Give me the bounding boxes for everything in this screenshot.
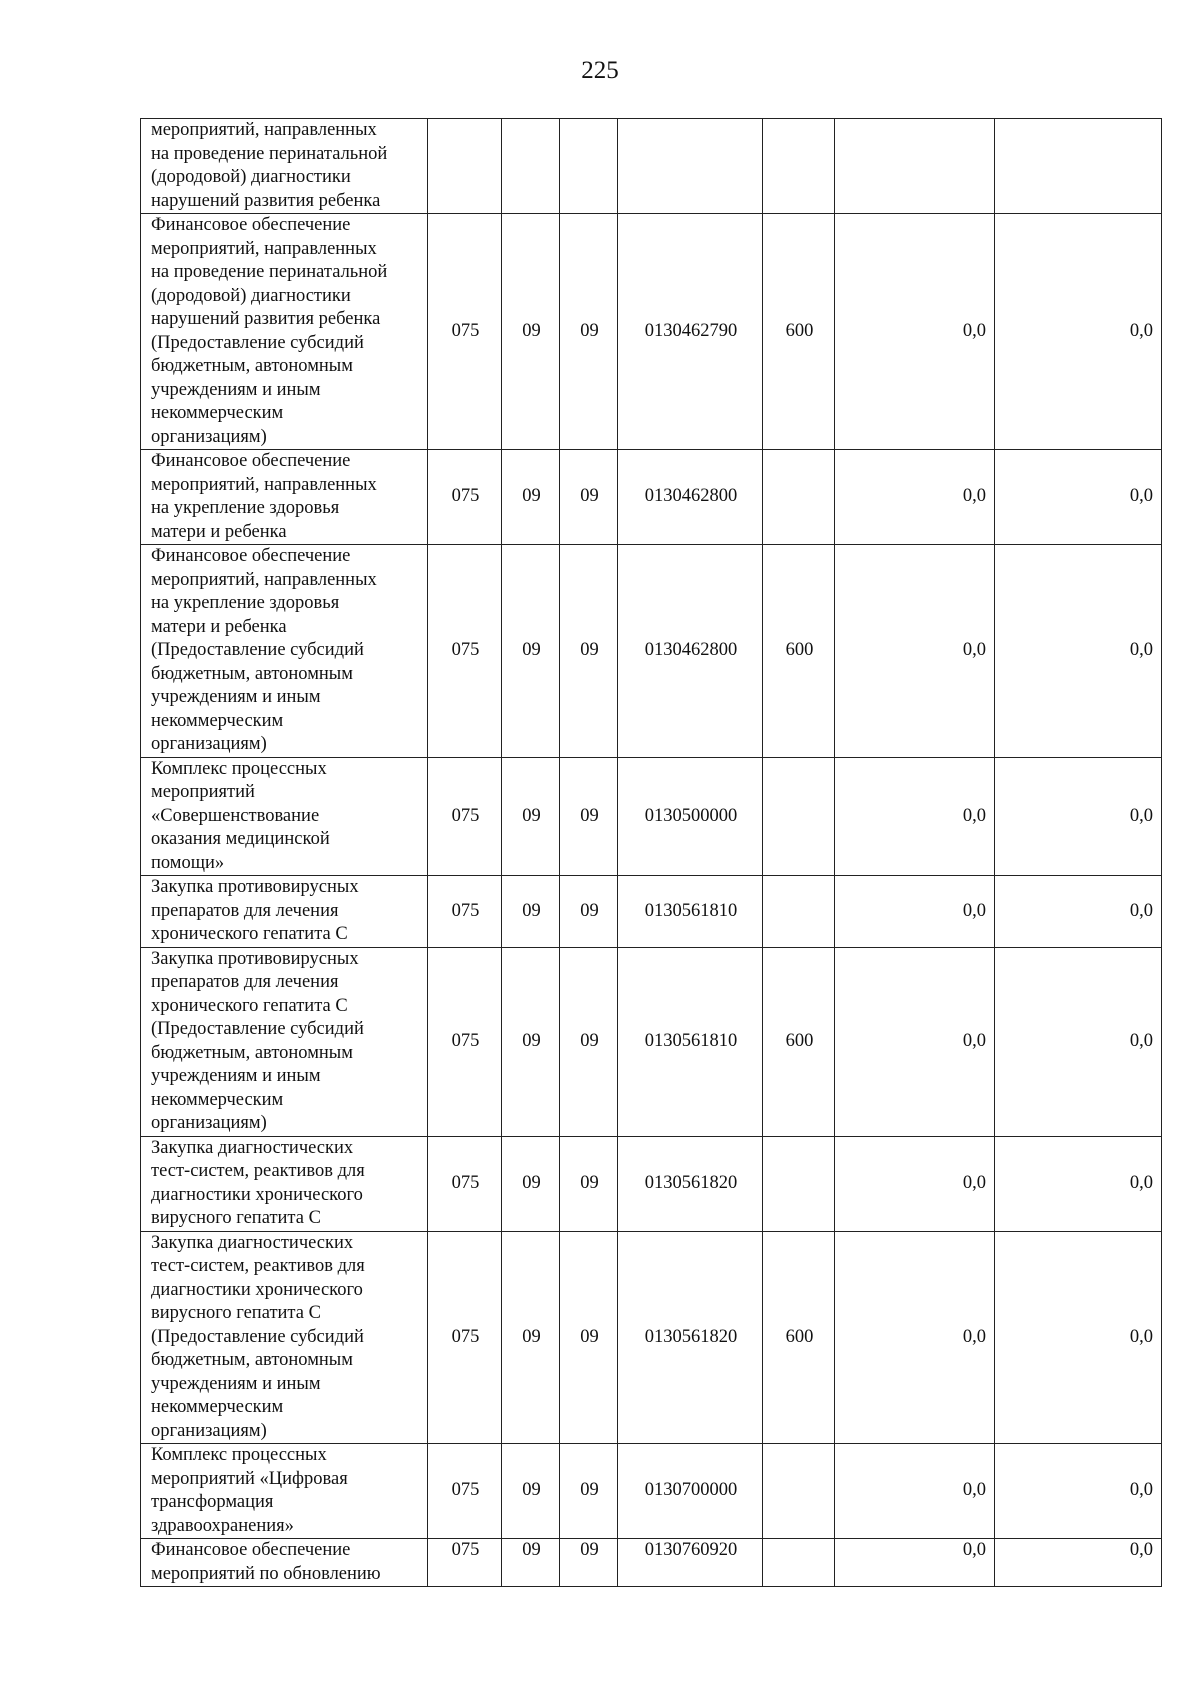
expense-type-code: 600 [763, 947, 835, 1136]
row-description: Закупка противовирусных препаратов для лечения хронического гепатита С (Предоставление субсидий бюджетным, автономным учреждениям и иным некоммерческим организациям) [141, 947, 428, 1136]
table-row [141, 876, 1162, 948]
amount-1 [835, 119, 995, 214]
expense-type-code [763, 1136, 835, 1231]
table-row [141, 1539, 1162, 1587]
table-row [141, 1136, 1162, 1231]
subsection-code: 09 [560, 214, 618, 450]
amount-2: 0,0 [995, 947, 1162, 1136]
section-code [502, 119, 560, 214]
amount-2: 0,0 [995, 214, 1162, 450]
table-row [141, 947, 1162, 1136]
amount-2: 0,0 [995, 1539, 1162, 1587]
expense-type-code [763, 1444, 835, 1539]
expense-type-code: 600 [763, 214, 835, 450]
target-article-code: 0130561820 [618, 1136, 763, 1231]
subsection-code: 09 [560, 545, 618, 758]
table-row [141, 450, 1162, 545]
subsection-code: 09 [560, 1539, 618, 1587]
row-description: Финансовое обеспечение мероприятий, направленных на укрепление здоровья матери и ребенка (Предоставление субсидий бюджетным, автономным учреждениям и иным некоммерческим организациям) [141, 545, 428, 758]
row-description: Закупка противовирусных препаратов для лечения хронического гепатита С [141, 876, 428, 948]
ministry-code [428, 119, 502, 214]
subsection-code: 09 [560, 450, 618, 545]
expense-type-code [763, 119, 835, 214]
ministry-code: 075 [428, 757, 502, 876]
target-article-code: 0130500000 [618, 757, 763, 876]
expense-type-code [763, 757, 835, 876]
amount-2: 0,0 [995, 1136, 1162, 1231]
subsection-code: 09 [560, 757, 618, 876]
subsection-code: 09 [560, 1231, 618, 1444]
amount-1: 0,0 [835, 1444, 995, 1539]
section-code: 09 [502, 947, 560, 1136]
section-code: 09 [502, 450, 560, 545]
amount-1: 0,0 [835, 1231, 995, 1444]
target-article-code: 0130561820 [618, 1231, 763, 1444]
row-description: мероприятий, направленных на проведение перинатальной (дородовой) диагностики нарушений развития ребенка [141, 119, 428, 214]
subsection-code: 09 [560, 947, 618, 1136]
amount-1: 0,0 [835, 876, 995, 948]
amount-2: 0,0 [995, 876, 1162, 948]
amount-2: 0,0 [995, 545, 1162, 758]
amount-2: 0,0 [995, 450, 1162, 545]
section-code: 09 [502, 214, 560, 450]
section-code: 09 [502, 1231, 560, 1444]
section-code: 09 [502, 545, 560, 758]
ministry-code: 075 [428, 947, 502, 1136]
ministry-code: 075 [428, 1231, 502, 1444]
table-row [141, 545, 1162, 758]
amount-1: 0,0 [835, 757, 995, 876]
subsection-code: 09 [560, 876, 618, 948]
row-description: Финансовое обеспечение мероприятий по обновлению [141, 1539, 428, 1587]
ministry-code: 075 [428, 214, 502, 450]
amount-2: 0,0 [995, 1231, 1162, 1444]
ministry-code: 075 [428, 1136, 502, 1231]
table-row [141, 757, 1162, 876]
section-code: 09 [502, 1136, 560, 1231]
section-code: 09 [502, 1539, 560, 1587]
expense-type-code [763, 450, 835, 545]
page-number: 225 [581, 57, 619, 84]
expense-type-code: 600 [763, 1231, 835, 1444]
row-description: Закупка диагностических тест-систем, реактивов для диагностики хронического вирусного гепатита С [141, 1136, 428, 1231]
target-article-code: 0130462800 [618, 450, 763, 545]
row-description: Комплекс процессных мероприятий «Совершенствование оказания медицинской помощи» [141, 757, 428, 876]
ministry-code: 075 [428, 1444, 502, 1539]
section-code: 09 [502, 1444, 560, 1539]
row-description: Комплекс процессных мероприятий «Цифровая трансформация здравоохранения» [141, 1444, 428, 1539]
subsection-code: 09 [560, 1444, 618, 1539]
target-article-code: 0130700000 [618, 1444, 763, 1539]
table-row [141, 214, 1162, 450]
amount-1: 0,0 [835, 545, 995, 758]
table-row [141, 1444, 1162, 1539]
amount-2: 0,0 [995, 1444, 1162, 1539]
expense-type-code [763, 876, 835, 948]
amount-1: 0,0 [835, 1136, 995, 1231]
table-row [141, 119, 1162, 214]
amount-2 [995, 119, 1162, 214]
amount-1: 0,0 [835, 947, 995, 1136]
subsection-code: 09 [560, 1136, 618, 1231]
subsection-code [560, 119, 618, 214]
ministry-code: 075 [428, 1539, 502, 1587]
target-article-code [618, 119, 763, 214]
target-article-code: 0130561810 [618, 876, 763, 948]
target-article-code: 0130462800 [618, 545, 763, 758]
amount-2: 0,0 [995, 757, 1162, 876]
amount-1: 0,0 [835, 450, 995, 545]
section-code: 09 [502, 876, 560, 948]
ministry-code: 075 [428, 545, 502, 758]
ministry-code: 075 [428, 450, 502, 545]
ministry-code: 075 [428, 876, 502, 948]
amount-1: 0,0 [835, 214, 995, 450]
target-article-code: 0130760920 [618, 1539, 763, 1587]
row-description: Финансовое обеспечение мероприятий, направленных на укрепление здоровья матери и ребенка [141, 450, 428, 545]
row-description: Финансовое обеспечение мероприятий, направленных на проведение перинатальной (дородовой) диагностики нарушений развития ребенка (Предоставление субсидий бюджетным, автономным учреждениям и иным некоммерческим организациям) [141, 214, 428, 450]
target-article-code: 0130462790 [618, 214, 763, 450]
table-body [141, 119, 1162, 1587]
expense-type-code [763, 1539, 835, 1587]
table-row [141, 1231, 1162, 1444]
amount-1: 0,0 [835, 1539, 995, 1587]
expense-type-code: 600 [763, 545, 835, 758]
budget-table [140, 118, 1162, 1587]
target-article-code: 0130561810 [618, 947, 763, 1136]
section-code: 09 [502, 757, 560, 876]
row-description: Закупка диагностических тест-систем, реактивов для диагностики хронического вирусного гепатита С (Предоставление субсидий бюджетным, автономным учреждениям и иным некоммерческим организациям) [141, 1231, 428, 1444]
